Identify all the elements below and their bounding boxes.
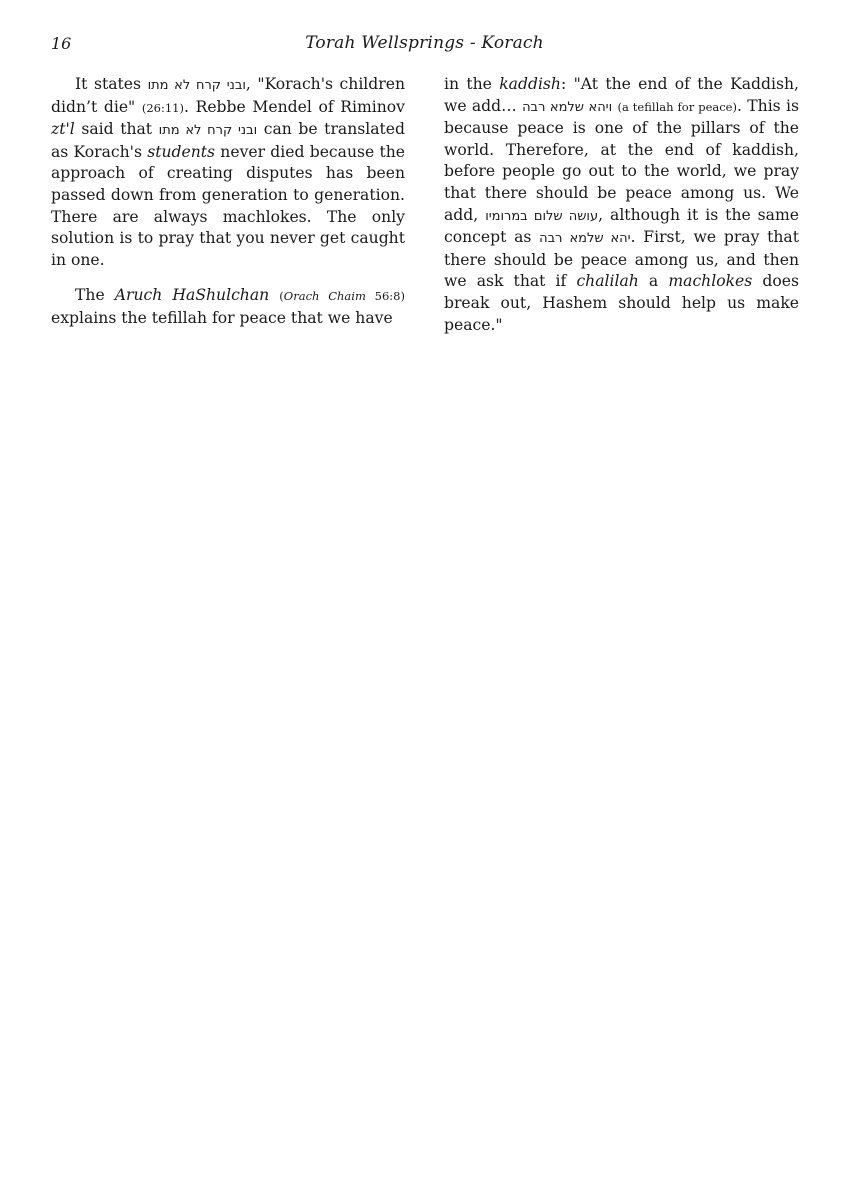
book-title: Aruch HaShulchan <box>114 286 270 305</box>
paragraph-korach-children <box>51 74 405 271</box>
hebrew-quote: יהא שלמא רבה <box>539 231 631 247</box>
paragraph-kaddish <box>444 74 799 336</box>
emphasis: machlokes <box>668 272 753 291</box>
paren: ( <box>279 289 284 304</box>
paragraph-aruch-hashulchan <box>51 285 405 329</box>
text: , "Korach's children didn’t die" <box>51 75 405 116</box>
emphasis: chalilah <box>576 272 639 291</box>
source-number: 56:8) <box>365 289 405 304</box>
text: said that <box>74 120 159 139</box>
text: in the <box>444 75 500 93</box>
right-column <box>444 74 799 336</box>
text: a <box>638 272 669 291</box>
text <box>269 286 279 304</box>
page-number: 16 <box>51 34 72 53</box>
verse-reference: (26:11) <box>141 100 184 115</box>
honorific: zt'l <box>51 120 75 139</box>
text: can be translated as Korach's <box>51 120 406 161</box>
hebrew-quote: ובני קרח לא מתו <box>147 78 246 93</box>
text: , although it is the same concept as <box>444 205 799 247</box>
text: It states <box>75 75 148 93</box>
hebrew-quote: ובני קרח לא מתו <box>158 123 258 139</box>
text: . Rebbe Mendel of Riminov <box>183 97 405 116</box>
text: never died because the approach of creating disputes has been passed down from generation to generation. There are always machlokes. The only solution is to pray that you never get caught in one. <box>51 142 406 269</box>
source-book: Orach Chaim <box>283 289 366 304</box>
emphasis: kaddish <box>499 75 561 93</box>
running-title: Torah Wellsprings - Korach <box>305 33 544 53</box>
hebrew-quote: ויהא שלמא רבה <box>522 99 613 115</box>
emphasis: students <box>147 142 216 161</box>
text: explains the tefillah for peace that we have <box>51 308 393 327</box>
text: . First, we pray that there should be peace among us, and then we ask that if <box>444 228 799 291</box>
source-reference <box>279 289 405 303</box>
text: The <box>75 286 115 305</box>
translation-note: (a tefillah for peace) <box>617 99 737 114</box>
hebrew-quote: עושה שלום במרומיו <box>485 208 599 224</box>
text: does break out, Hashem should help us make peace." <box>444 272 799 334</box>
text: . This is because peace is one of the pillars of the world. Therefore, at the end of kaddish, before people go out to the world, we pray that there should be peace among us. We add, <box>444 96 799 224</box>
text: : "At the end of the Kaddish, we add… <box>444 75 800 115</box>
left-column <box>51 74 405 330</box>
